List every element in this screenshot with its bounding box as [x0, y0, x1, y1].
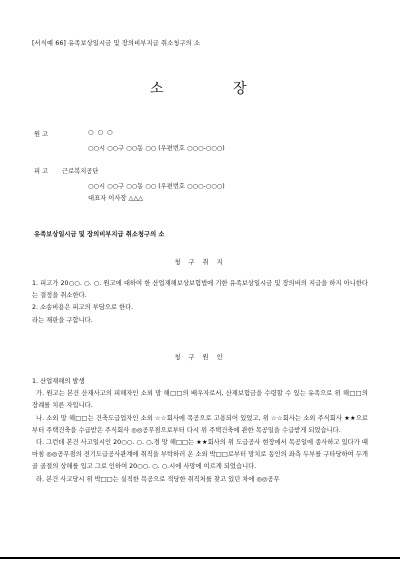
reasons-paragraph-da: 다. 그런데 본건 사고일시인 20○○. ○. ○.경 망 해□□는 ★★회사의 위 도급공사 현장에서 목공일에 종사하고 있다가 때마침 ◎◎공무점의 전기도급공사관계에 취직을 부탁하러 온 소외 박□□로부터 망치로 동인의 좌측 두부를 구타당하여 두개골 골절의 상해를 입고 그로 인하여 20○○. ○. ○.시에 사망에 이르게 되었습니다.	[32, 439, 368, 471]
claim-heading: 청 구 취 지	[174, 259, 226, 266]
claim-item-3: 라는 재판을 구합니다.	[32, 316, 93, 324]
defendant-name: 근로복지공단	[62, 168, 99, 175]
reasons-body	[32, 376, 368, 486]
claim-item-2: 2. 소송비용은 피고의 부담으로 한다.	[32, 304, 134, 312]
reasons-section-1: 1. 산업재해의 발생	[32, 378, 85, 385]
reasons-heading: 청 구 원 인	[174, 354, 226, 361]
reasons-paragraph-ga: 가. 원고는 본건 산재사고의 피해자인 소외 망 해□□의 배우자로서, 산재보험금을 수령할 수 있는 유족으로 위 해□□의 장례를 치른 자입니다.	[32, 390, 368, 410]
defendant-representative: 대표자 이사장 △△△	[88, 195, 144, 202]
reasons-paragraph-ra: 라. 본건 사고당시 위 박□□는 실직한 목공으로 적당한 취직처를 찾고 있던 차에 ◎◎공무	[36, 475, 280, 483]
title-char-1: 소	[150, 81, 164, 97]
title-char-2: 장	[233, 81, 247, 97]
defendant-address: ○○시 ○○구 ○○동 ○○ (우편번호 ○○○-○○○)	[88, 183, 225, 190]
page-bottom-rule	[0, 557, 400, 559]
plaintiff-label: 원 고	[34, 131, 49, 138]
form-label: [서식예 66] 유족보상일시금 및 장의비부지급 취소청구의 소	[32, 40, 201, 47]
plaintiff-name: ○ ○ ○	[88, 129, 114, 136]
reasons-paragraph-na: 나. 소외 망 해□□는 건축도급업자인 소외 ☆☆회사에 목공으로 고용되어 있었고, 위 ☆☆회사는 소외 주식회사 ★★으로부터 주택건축을 수급받은 주식회사 ◎◎공무점으로부터 다시 위 주택건축에 관한 목공일을 수급받게 되었습니다.	[32, 414, 368, 434]
defendant-label: 피 고	[34, 168, 49, 175]
claim-items	[32, 278, 368, 327]
claim-item-1: 1. 피고가 20○○. ○. ○. 원고에 대하여 한 산업재해보상보험법에 기한 유족보상일시금 및 장의비의 지급을 하지 아니한다는 결정을 취소한다.	[32, 280, 368, 300]
plaintiff-address: ○○시 ○○구 ○○동 ○○ (우편번호 ○○○-○○○)	[88, 145, 225, 152]
case-title: 유족보상일시금 및 장의비부지급 취소청구의 소	[34, 231, 165, 238]
